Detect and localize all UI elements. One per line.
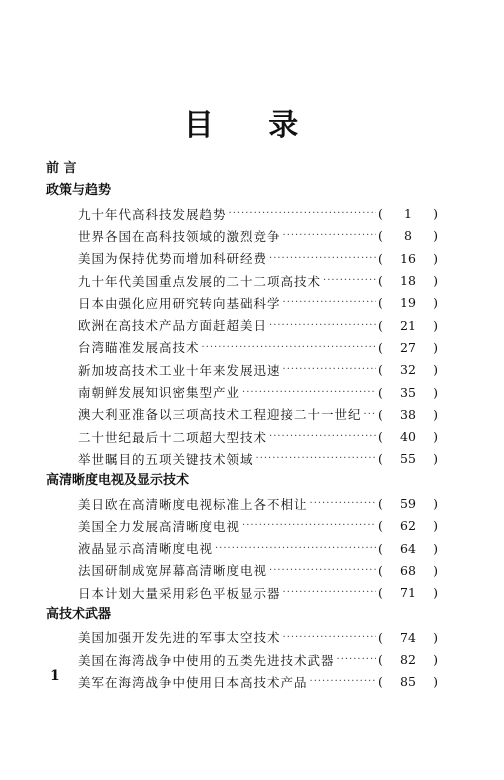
- paren-open: (: [378, 384, 383, 400]
- toc-entry: [78, 359, 438, 381]
- dot-leader: [364, 409, 376, 420]
- toc-page-number: 35: [400, 384, 416, 400]
- toc-page-number: 27: [400, 339, 416, 355]
- toc-page-ref: [378, 318, 438, 333]
- toc-entry: [78, 403, 438, 425]
- paren-open: (: [378, 451, 383, 467]
- toc-page-number: 19: [400, 295, 416, 311]
- dot-leader: [283, 230, 376, 241]
- paren-close: ): [433, 496, 438, 511]
- paren-open: (: [378, 429, 383, 445]
- toc-page-ref: [378, 385, 438, 400]
- toc-page-number: 74: [400, 629, 416, 645]
- toc-page-ref: [378, 228, 438, 243]
- toc-page-number: 64: [400, 540, 416, 556]
- toc-entry: [78, 582, 438, 604]
- paren-open: (: [378, 652, 383, 668]
- paren-open: (: [378, 206, 383, 222]
- paren-open: (: [378, 496, 383, 511]
- toc-page-ref: [378, 251, 438, 266]
- dot-leader: [269, 320, 376, 331]
- toc-entry-title: 九十年代高科技发展趋势: [78, 206, 227, 222]
- toc-entry: [78, 203, 438, 225]
- dot-leader: [242, 520, 376, 531]
- toc-entry-title: 九十年代美国重点发展的二十二项高技术: [78, 273, 322, 289]
- toc-entry: [78, 292, 438, 314]
- toc-section-heading: 前 言: [46, 161, 77, 176]
- toc-page-ref: [378, 407, 438, 422]
- toc-entry: [78, 671, 438, 693]
- toc-entry: [78, 336, 438, 358]
- toc-page-number: 62: [400, 518, 416, 534]
- paren-close: ): [433, 674, 438, 690]
- paren-open: (: [378, 562, 383, 578]
- toc-entry: [78, 626, 438, 648]
- toc-entry-title: 新加坡高技术工业十年来发展迅速: [78, 362, 281, 378]
- paren-open: (: [378, 250, 383, 266]
- page-number: 1: [50, 668, 60, 684]
- paren-open: (: [378, 540, 383, 556]
- toc-page-ref: [378, 206, 438, 221]
- toc-page-number: 1: [404, 206, 412, 222]
- paren-open: (: [378, 629, 383, 645]
- toc-entry-title: 二十世纪最后十二项超大型技术: [78, 429, 268, 445]
- dot-leader: [310, 498, 376, 509]
- toc-entry-title: 美国加强开发先进的军事太空技术: [78, 630, 281, 646]
- toc-page-number: 82: [400, 652, 416, 668]
- toc-entry-title: 台湾瞄准发展高技术: [78, 340, 200, 356]
- paren-close: ): [433, 295, 438, 311]
- paren-open: (: [378, 406, 383, 422]
- toc-page-ref: [378, 429, 438, 444]
- toc-entry-title: 法国研制成宽屏幕高清晰度电视: [78, 563, 268, 579]
- paren-open: (: [378, 228, 383, 244]
- toc-entry-title: 欧洲在高技术产品方面赶超美日: [78, 318, 268, 334]
- paren-close: ): [433, 518, 438, 534]
- dot-leader: [283, 297, 376, 308]
- toc-entry-title: 南朝鲜发展知识密集型产业: [78, 385, 241, 400]
- toc-page-number: 38: [400, 406, 416, 422]
- dot-leader: [283, 364, 376, 375]
- toc-entry-title: 日本计划大量采用彩色平板显示器: [78, 585, 281, 601]
- dot-leader: [202, 342, 376, 353]
- dot-leader: [310, 676, 376, 687]
- paren-close: ): [433, 585, 438, 601]
- toc-page-ref: [378, 652, 438, 667]
- toc-page-ref: [378, 630, 438, 645]
- toc-page-ref: [378, 541, 438, 556]
- paren-close: ): [433, 429, 438, 445]
- dot-leader: [269, 565, 376, 576]
- dot-leader: [256, 453, 376, 464]
- toc-page-ref: [378, 518, 438, 533]
- toc-page-number: 40: [400, 429, 416, 445]
- page-title: 目 录: [183, 108, 321, 143]
- toc-page-ref: [378, 451, 438, 466]
- dot-leader: [269, 253, 376, 264]
- toc-entry: [78, 270, 438, 292]
- paren-close: ): [433, 629, 438, 645]
- toc-page-number: 59: [400, 496, 416, 511]
- paren-open: (: [378, 674, 383, 690]
- dot-leader: [269, 431, 376, 442]
- toc-entry: [78, 225, 438, 247]
- toc-page-number: 55: [400, 451, 416, 467]
- paren-close: ): [433, 451, 438, 467]
- toc-section-heading: 高清晰度电视及显示技术: [46, 473, 190, 489]
- dot-leader: [215, 543, 376, 554]
- paren-close: ): [433, 652, 438, 668]
- paren-close: ): [433, 540, 438, 556]
- toc-page-number: 85: [400, 674, 416, 690]
- toc-page-number: 21: [400, 317, 416, 333]
- toc-section-heading: 高技术武器: [46, 607, 112, 622]
- toc-page-ref: [378, 585, 438, 600]
- dot-leader: [323, 275, 376, 286]
- dot-leader: [283, 632, 376, 643]
- toc-entry: [78, 515, 438, 537]
- toc-page-ref: [378, 563, 438, 578]
- toc-page-ref: [378, 496, 438, 511]
- toc-page-number: 32: [400, 362, 416, 378]
- dot-leader: [283, 587, 376, 598]
- toc-page-number: 16: [400, 250, 416, 266]
- toc-entry: [78, 559, 438, 581]
- toc-page-number: 18: [400, 273, 416, 288]
- toc-entry-title: 美国为保持优势而增加科研经费: [78, 251, 268, 267]
- paren-close: ): [433, 362, 438, 378]
- toc-entry: [78, 381, 438, 403]
- paren-close: ): [433, 562, 438, 578]
- paren-close: ): [433, 317, 438, 333]
- toc-entry: [78, 426, 438, 448]
- toc-entry-title: 美日欧在高清晰度电视标准上各不相让: [78, 496, 308, 512]
- toc-entry: [78, 493, 438, 515]
- paren-close: ): [433, 273, 438, 288]
- toc-entry-title: 世界各国在高科技领域的激烈竞争: [78, 228, 281, 244]
- toc-entry-title: 举世瞩目的五项关键技术领域: [78, 451, 254, 467]
- toc-section-heading: 政策与趋势: [46, 183, 112, 199]
- toc-entry-title: 美国在海湾战争中使用的五类先进技术武器: [78, 652, 335, 668]
- paren-close: ): [433, 339, 438, 355]
- toc-entry-title: 澳大利亚准备以三项高技术工程迎接二十一世纪: [78, 407, 362, 423]
- toc-entry-title: 美国全力发展高清晰度电视: [78, 518, 241, 534]
- toc-page-ref: [378, 674, 438, 689]
- paren-open: (: [378, 295, 383, 311]
- toc-entry: [78, 247, 438, 269]
- paren-open: (: [378, 339, 383, 355]
- paren-open: (: [378, 362, 383, 378]
- toc-page-ref: [378, 340, 438, 355]
- paren-open: (: [378, 273, 383, 288]
- toc-entry: [78, 649, 438, 671]
- toc-entry-title: 液晶显示高清晰度电视: [78, 541, 214, 557]
- paren-open: (: [378, 317, 383, 333]
- paren-close: ): [433, 384, 438, 400]
- paren-open: (: [378, 585, 383, 601]
- toc-entry: [78, 314, 438, 336]
- paren-open: (: [378, 518, 383, 534]
- dot-leader: [229, 208, 376, 219]
- toc-page-number: 8: [404, 228, 412, 244]
- toc-page-ref: [378, 295, 438, 310]
- dot-leader: [337, 654, 376, 665]
- paren-close: ): [433, 206, 438, 222]
- paren-close: ): [433, 228, 438, 244]
- toc-entry-title: 美军在海湾战争中使用日本高技术产品: [78, 674, 308, 690]
- toc-page-number: 71: [400, 585, 416, 601]
- paren-close: ): [433, 406, 438, 422]
- toc-page-ref: [378, 362, 438, 377]
- paren-close: ): [433, 250, 438, 266]
- toc-page-ref: [378, 273, 438, 288]
- toc-page-number: 68: [400, 562, 416, 578]
- dot-leader: [242, 387, 376, 398]
- toc-entry: [78, 537, 438, 559]
- toc-entry: [78, 448, 438, 470]
- toc-entry-title: 日本由强化应用研究转向基础科学: [78, 295, 281, 311]
